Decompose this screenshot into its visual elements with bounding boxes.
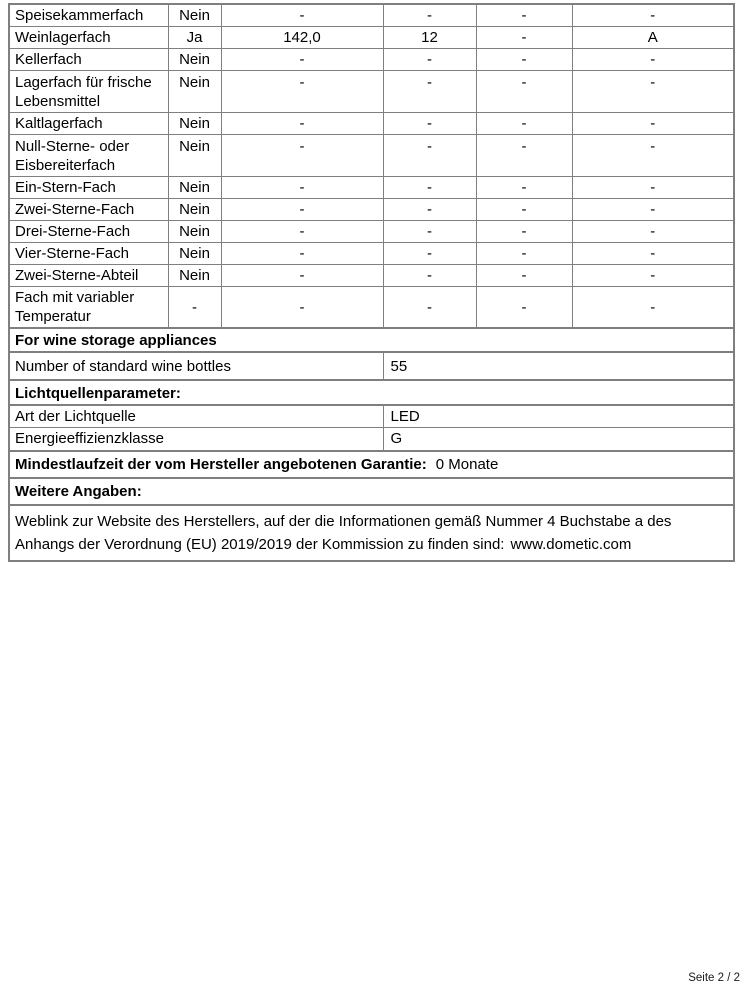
cell-energy-class: - bbox=[572, 71, 734, 113]
table-row bbox=[9, 27, 734, 49]
cell-energy-class: - bbox=[572, 199, 734, 221]
cell-defrost: - bbox=[476, 49, 572, 71]
cell-defrost: - bbox=[476, 177, 572, 199]
cell-defrost: - bbox=[476, 265, 572, 287]
compartment-label: Fach mit variabler Temperatur bbox=[9, 287, 168, 329]
cell-present: Nein bbox=[168, 135, 221, 177]
compartment-label: Zwei-Sterne-Fach bbox=[9, 199, 168, 221]
cell-present: Nein bbox=[168, 113, 221, 135]
section-header-row bbox=[9, 328, 734, 352]
cell-volume: - bbox=[221, 135, 383, 177]
compartment-label: Weinlagerfach bbox=[9, 27, 168, 49]
cell-energy-class: - bbox=[572, 135, 734, 177]
cell-temp: - bbox=[383, 113, 476, 135]
cell-volume: - bbox=[221, 71, 383, 113]
cell-energy-class: - bbox=[572, 243, 734, 265]
cell-energy-class: - bbox=[572, 49, 734, 71]
cell-energy-class: - bbox=[572, 113, 734, 135]
table-row bbox=[9, 135, 734, 177]
cell-defrost: - bbox=[476, 287, 572, 329]
page-number: Seite 2 / 2 bbox=[688, 972, 740, 984]
cell-defrost: - bbox=[476, 4, 572, 27]
compartment-label: Kaltlagerfach bbox=[9, 113, 168, 135]
cell-volume: - bbox=[221, 221, 383, 243]
cell-energy-class: - bbox=[572, 177, 734, 199]
cell-volume: - bbox=[221, 177, 383, 199]
cell-temp: - bbox=[383, 199, 476, 221]
cell-volume: - bbox=[221, 243, 383, 265]
cell-temp: - bbox=[383, 265, 476, 287]
cell-defrost: - bbox=[476, 113, 572, 135]
more-info-header: Weitere Angaben: bbox=[9, 478, 734, 505]
cell-present: Nein bbox=[168, 221, 221, 243]
compartment-label: Vier-Sterne-Fach bbox=[9, 243, 168, 265]
cell-present: Nein bbox=[168, 243, 221, 265]
cell-present: Nein bbox=[168, 177, 221, 199]
compartment-label: Lagerfach für frische Lebensmittel bbox=[9, 71, 168, 113]
cell-temp: 12 bbox=[383, 27, 476, 49]
light-section-header: Lichtquellenparameter: bbox=[9, 380, 734, 405]
cell-energy-class: - bbox=[572, 287, 734, 329]
cell-volume: - bbox=[221, 4, 383, 27]
compartment-label: Ein-Stern-Fach bbox=[9, 177, 168, 199]
cell-temp: - bbox=[383, 243, 476, 265]
weblink-row bbox=[9, 505, 734, 561]
cell-defrost: - bbox=[476, 135, 572, 177]
table-row bbox=[9, 113, 734, 135]
cell-energy-class: - bbox=[572, 4, 734, 27]
cell-temp: - bbox=[383, 71, 476, 113]
table-row bbox=[9, 4, 734, 27]
section-header-row bbox=[9, 380, 734, 405]
bottles-label: Number of standard wine bottles bbox=[9, 352, 383, 380]
bottles-value: 55 bbox=[383, 352, 734, 380]
cell-defrost: - bbox=[476, 71, 572, 113]
cell-defrost: - bbox=[476, 27, 572, 49]
table-row bbox=[9, 177, 734, 199]
cell-temp: - bbox=[383, 221, 476, 243]
cell-present: Nein bbox=[168, 49, 221, 71]
table-row bbox=[9, 352, 734, 380]
light-type-value: LED bbox=[383, 405, 734, 428]
table-row bbox=[9, 287, 734, 329]
weblink-text: Weblink zur Website des Herstellers, auf der die Informationen gemäß Nummer 4 Buchstabe a des Anhangs der Verordnung (EU) 2019/2019 der Kommission zu finden sind: bbox=[15, 512, 672, 553]
cell-temp: - bbox=[383, 49, 476, 71]
cell-temp: - bbox=[383, 4, 476, 27]
cell-defrost: - bbox=[476, 199, 572, 221]
compartment-label: Kellerfach bbox=[9, 49, 168, 71]
table-row bbox=[9, 265, 734, 287]
cell-present: Nein bbox=[168, 265, 221, 287]
light-class-value: G bbox=[383, 428, 734, 451]
warranty-value: 0 Monate bbox=[435, 456, 499, 473]
compartment-label: Null-Sterne- oder Eisbereiterfach bbox=[9, 135, 168, 177]
weblink-url: www.dometic.com bbox=[510, 535, 632, 553]
cell-energy-class: - bbox=[572, 221, 734, 243]
cell-present: Nein bbox=[168, 4, 221, 27]
cell-volume: - bbox=[221, 49, 383, 71]
cell-volume: - bbox=[221, 113, 383, 135]
compartment-label: Drei-Sterne-Fach bbox=[9, 221, 168, 243]
section-header-row bbox=[9, 478, 734, 505]
cell-present: Nein bbox=[168, 199, 221, 221]
cell-temp: - bbox=[383, 287, 476, 329]
cell-temp: - bbox=[383, 177, 476, 199]
light-type-label: Art der Lichtquelle bbox=[9, 405, 383, 428]
warranty-label: Mindestlaufzeit der vom Hersteller angebotenen Garantie: bbox=[15, 456, 427, 473]
cell-present: Nein bbox=[168, 71, 221, 113]
cell-energy-class: - bbox=[572, 265, 734, 287]
compartment-label: Speisekammerfach bbox=[9, 4, 168, 27]
table-row bbox=[9, 71, 734, 113]
cell-volume: - bbox=[221, 287, 383, 329]
product-datasheet-table bbox=[8, 3, 735, 562]
compartment-label: Zwei-Sterne-Abteil bbox=[9, 265, 168, 287]
light-class-label: Energieeffizienzklasse bbox=[9, 428, 383, 451]
cell-volume: 142,0 bbox=[221, 27, 383, 49]
cell-present: - bbox=[168, 287, 221, 329]
table-row bbox=[9, 428, 734, 451]
table-row bbox=[9, 243, 734, 265]
table-row bbox=[9, 199, 734, 221]
warranty-row bbox=[9, 451, 734, 478]
cell-temp: - bbox=[383, 135, 476, 177]
cell-defrost: - bbox=[476, 243, 572, 265]
table-row bbox=[9, 49, 734, 71]
table-row bbox=[9, 405, 734, 428]
cell-volume: - bbox=[221, 265, 383, 287]
wine-section-header: For wine storage appliances bbox=[9, 328, 734, 352]
cell-energy-class: A bbox=[572, 27, 734, 49]
cell-volume: - bbox=[221, 199, 383, 221]
cell-defrost: - bbox=[476, 221, 572, 243]
table-row bbox=[9, 221, 734, 243]
cell-present: Ja bbox=[168, 27, 221, 49]
